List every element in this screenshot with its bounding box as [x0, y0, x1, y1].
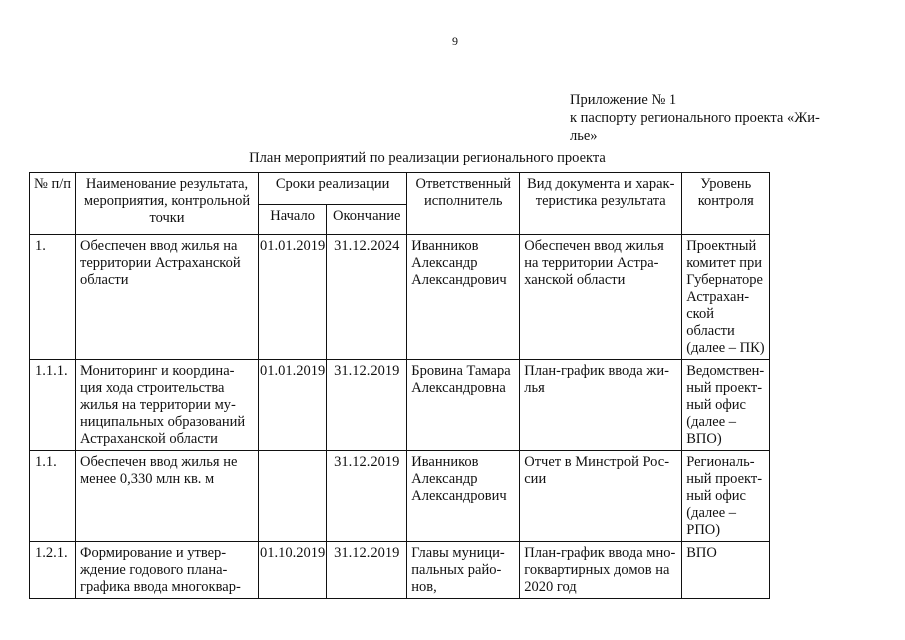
- header-responsible: Ответственный исполнитель: [407, 173, 520, 235]
- cell-num: 1.: [30, 235, 76, 360]
- cell-num: 1.1.1.: [30, 360, 76, 451]
- page-number: 9: [452, 34, 458, 48]
- cell-level: Ведомствен- ный проект- ный офис (далее – ВПО): [682, 360, 770, 451]
- cell-start: [259, 451, 327, 542]
- table-row: [30, 451, 770, 542]
- plan-table: [29, 172, 770, 599]
- cell-end: 31.12.2019: [327, 542, 407, 599]
- header-num: № п/п: [30, 173, 76, 235]
- appendix-line-1: Приложение № 1: [570, 92, 677, 108]
- cell-name: Обеспечен ввод жилья не менее 0,330 млн кв. м: [76, 451, 259, 542]
- cell-start: 01.01.2019: [259, 235, 327, 360]
- cell-responsible: Иванников Александр Александрович: [407, 235, 520, 360]
- cell-end: 31.12.2024: [327, 235, 407, 360]
- header-start: Начало: [259, 205, 327, 235]
- plan-title: [0, 150, 855, 167]
- cell-responsible: Иванников Александр Александрович: [407, 451, 520, 542]
- cell-doc: План-график ввода мно- гоквартирных домов на 2020 год: [520, 542, 682, 599]
- appendix-line-3: лье»: [570, 128, 598, 144]
- cell-name: Мониторинг и координа- ция хода строительства жилья на территории му- ниципальных образований Астраханской области: [76, 360, 259, 451]
- cell-doc: Обеспечен ввод жилья на территории Астра- ханской области: [520, 235, 682, 360]
- table-row: [30, 235, 770, 360]
- cell-doc: План-график ввода жи- лья: [520, 360, 682, 451]
- cell-num: 1.1.: [30, 451, 76, 542]
- cell-responsible: Главы муници- пальных райо- нов,: [407, 542, 520, 599]
- table-header-row: [30, 173, 770, 205]
- cell-end: 31.12.2019: [327, 360, 407, 451]
- table-row: [30, 542, 770, 599]
- cell-level: Региональ- ный проект- ный офис (далее – РПО): [682, 451, 770, 542]
- header-doc: Вид документа и харак- теристика результата: [520, 173, 682, 235]
- plan-title-text: План мероприятий по реализации регионального проекта: [249, 150, 606, 166]
- table-row: [30, 360, 770, 451]
- header-end: Окончание: [327, 205, 407, 235]
- cell-level: Проектный комитет при Губернаторе Астрахан- ской области (далее – ПК): [682, 235, 770, 360]
- cell-doc: Отчет в Минстрой Рос- сии: [520, 451, 682, 542]
- cell-num: 1.2.1.: [30, 542, 76, 599]
- header-timing: Сроки реализации: [259, 173, 407, 205]
- cell-name: Формирование и утвер- ждение годового плана- графика ввода многоквар-: [76, 542, 259, 599]
- cell-start: 01.01.2019: [259, 360, 327, 451]
- appendix-note: [570, 91, 835, 145]
- cell-end: 31.12.2019: [327, 451, 407, 542]
- header-level: Уровень контроля: [682, 173, 770, 235]
- cell-level: ВПО: [682, 542, 770, 599]
- header-name: Наименование результата, мероприятия, контрольной точки: [76, 173, 259, 235]
- cell-responsible: Бровина Тамара Александровна: [407, 360, 520, 451]
- cell-name: Обеспечен ввод жилья на территории Астраханской области: [76, 235, 259, 360]
- cell-start: 01.10.2019: [259, 542, 327, 599]
- appendix-line-2: к паспорту регионального проекта «Жи-: [570, 110, 820, 126]
